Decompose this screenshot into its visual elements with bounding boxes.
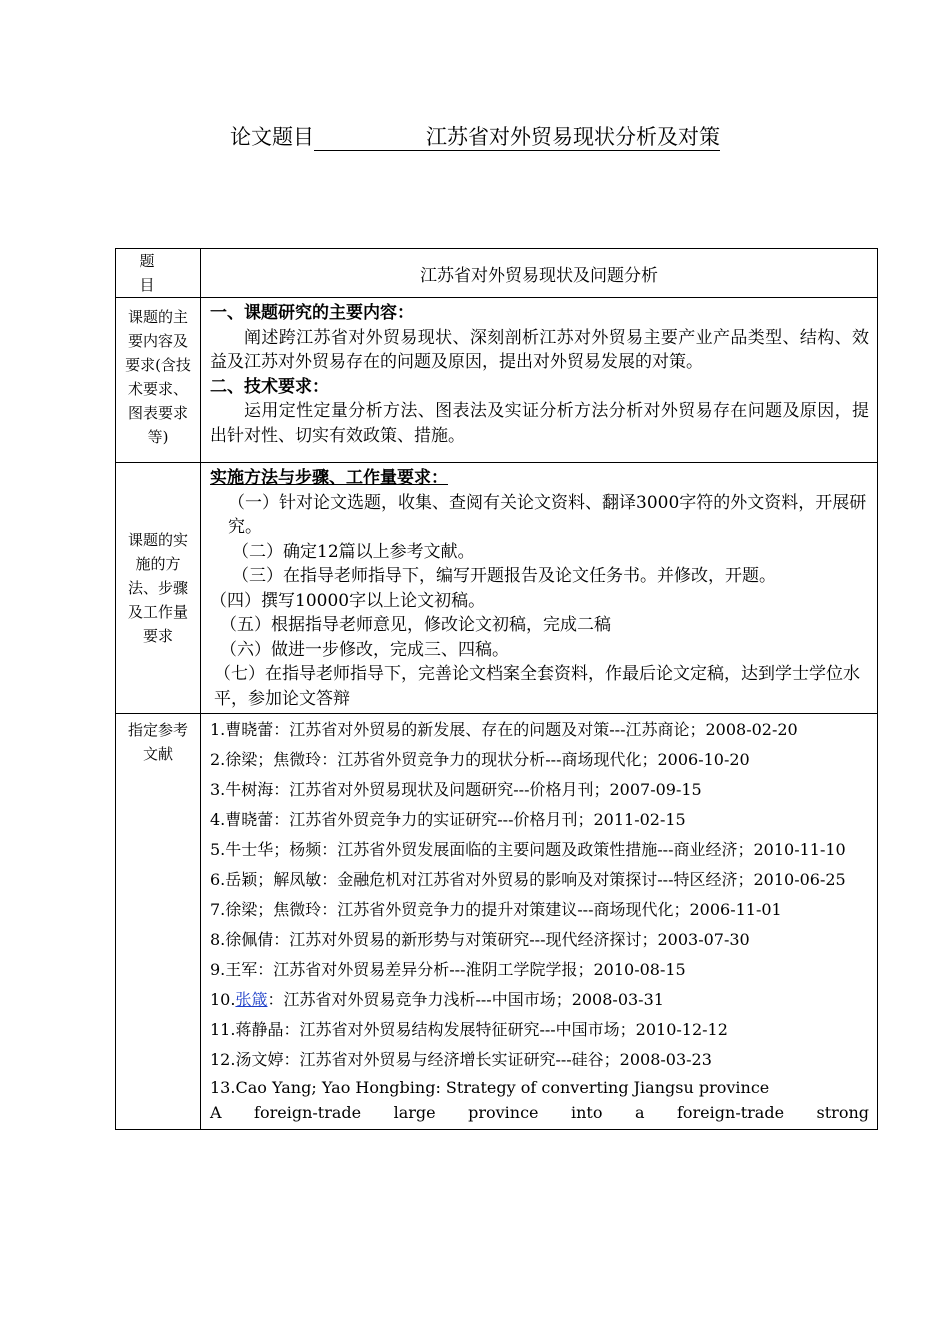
reference-item: 13.Cao Yang; Yao Hongbing: Strategy of converting Jiangsu province [210,1078,770,1097]
method-row [116,463,878,714]
reference-item [210,985,869,1015]
author-link[interactable]: 张箴 [235,990,268,1009]
title-row-value: 江苏省对外贸易现状及问题分析 [201,249,878,298]
content-row-body [201,298,878,463]
reference-item: 6.岳颖；解凤敏：金融危机对江苏省对外贸易的影响及对策探讨---特区经济；2010-06-25 [210,870,846,889]
reference-item: 11.蒋静晶：江苏省对外贸易结构发展特征研究---中国市场；2010-12-12 [210,1020,728,1039]
method-step: （三）在指导老师指导下，编写开题报告及论文任务书。并修改，开题。 [232,566,776,586]
method-step: （一）针对论文选题，收集、查阅有关论文资料、翻译3000字符的外文资料，开展研究。 [228,492,867,537]
content-paragraph-1: 阐述跨江苏省对外贸易现状、深刻剖析江苏对外贸易主要产业产品类型、结构、效益及江苏对外贸易存在的问题及原因，提出对外贸易发展的对策。 [210,327,869,372]
reference-item: 3.牛树海：江苏省对外贸易现状及问题研究---价格月刊；2007-09-15 [210,780,702,799]
method-heading: 实施方法与步骤、工作量要求： [210,468,448,488]
content-heading-2: 二、技术要求： [210,376,329,397]
reference-number: 10. [210,990,236,1009]
reference-item: 12.汤文婷：江苏省对外贸易与经济增长实证研究---硅谷；2008-03-23 [210,1050,712,1069]
reference-text: ：江苏省对外贸易竞争力浅析---中国市场；2008-03-31 [267,990,664,1009]
references-list [201,714,878,1130]
reference-item-continued: A foreign-trade large province into a foreign-trade strong [210,1103,869,1122]
reference-item: 5.牛士华；杨频：江苏省外贸发展面临的主要问题及政策性措施---商业经济；2010-11-10 [210,840,846,859]
reference-item: 1.曹晓蕾：江苏省对外贸易的新发展、存在的问题及对策---江苏商论；2008-02-20 [210,720,798,739]
references-row [116,714,878,1130]
reference-item: 9.王军：江苏省对外贸易差异分析---淮阴工学院学报；2010-08-15 [210,960,686,979]
method-row-label: 课题的实施的方法、步骤及工作量要求 [116,463,201,714]
reference-item: 2.徐梁；焦微玲：江苏省外贸竞争力的现状分析---商场现代化；2006-10-20 [210,750,750,769]
title-row-label: 题 目 [116,249,201,298]
method-step: （二）确定12篇以上参考文献。 [232,541,475,562]
content-paragraph-2: 运用定性定量分析方法、图表法及实证分析方法分析对外贸易存在问题及原因，提出针对性、切实有效政策、措施。 [210,401,869,446]
method-step: （四）撰写10000字以上论文初稿。 [210,590,486,611]
method-row-body [201,463,878,714]
reference-item: 7.徐梁；焦微玲：江苏省外贸竞争力的提升对策建议---商场现代化；2006-11-01 [210,900,782,919]
content-row-label: 课题的主要内容及要求(含技术要求、图表要求等) [116,298,201,463]
method-step: （五）根据指导老师意见，修改论文初稿，完成二稿 [220,615,611,635]
thesis-title-line [0,122,950,152]
content-heading-1: 一、课题研究的主要内容： [210,303,414,323]
reference-item: 8.徐佩倩：江苏对外贸易的新形势与对策研究---现代经济探讨；2003-07-30 [210,930,750,949]
thesis-title-value: 江苏省对外贸易现状分析及对策 [314,124,720,151]
references-row-label: 指定参考文献 [116,714,201,1130]
method-step: （六）做进一步修改，完成三、四稿。 [220,639,509,660]
content-row [116,298,878,463]
thesis-title-label: 论文题目 [230,125,314,149]
task-table [115,248,878,1130]
method-step: （七）在指导老师指导下，完善论文档案全套资料，作最后论文定稿，达到学士学位水平，参加论文答辩 [214,664,860,709]
reference-item: 4.曹晓蕾：江苏省外贸竞争力的实证研究---价格月刊；2011-02-15 [210,810,686,829]
title-row [116,249,878,298]
